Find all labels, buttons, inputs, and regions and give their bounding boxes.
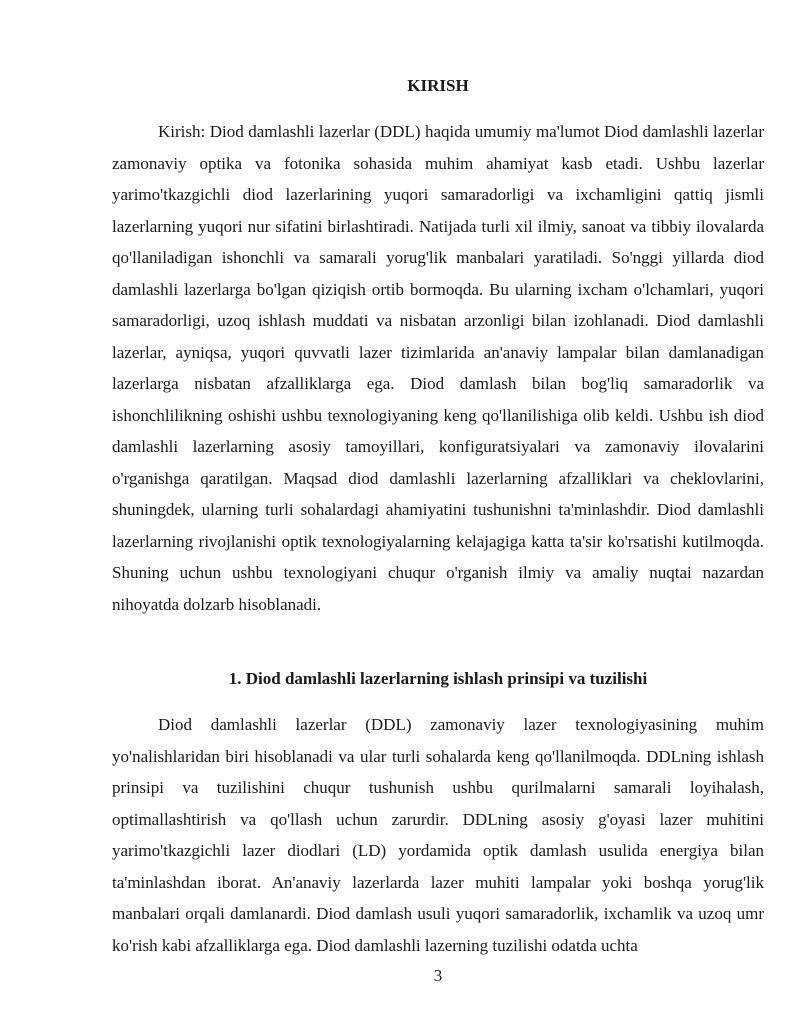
page-number: 3 <box>433 966 443 985</box>
section-paragraph: Diod damlashli lazerlar (DDL) zamonaviy lazer texnologiyasining muhim yo'nalishlaridan biri hisoblanadi va ular turli sohalarda keng qo'llanilmoqda. DDLning ishlash prinsipi va tuzilishini chuqur tushunish ushbu qurilmalarni samarali loyihalash, optimallashtirish va qo'llash uchun zarurdir. DDLning asosiy g'oyasi lazer muhitini yarimo'tkazgichli lazer diodlari (LD) yordamida optik damlash usulida energiya bilan ta'minlashdan iborat. An'anaviy lazerlarda lazer muhiti lampalar yoki boshqa yorug'lik manbalari orqali damlanardi. Diod damlash usuli yuqori samaradorlik, ixchamlik va uzoq umr ko'rish kabi afzalliklarga ega. Diod damlashli lazerning tuzilishi odatda uchta <box>112 715 764 955</box>
page-title: KIRISH <box>407 76 469 95</box>
intro-paragraph: Kirish: Diod damlashli lazerlar (DDL) haqida umumiy ma'lumot Diod damlashli lazerlar zamonaviy optika va fotonika sohasida muhim ahamiyat kasb etadi. Ushbu lazerlar yarimo'tkazgichli diod lazerlarining yuqori samaradorligi va ixchamligini qattiq jismli lazerlarning yuqori nur sifatini birlashtiradi. Natijada turli xil ilmiy, sanoat va tibbiy ilovalarda qo'llaniladigan ishonchli va samarali yorug'lik manbalari yaratiladi. So'nggi yillarda diod damlashli lazerlarga bo'lgan qiziqish ortib bormoqda. Bu ularning ixcham o'lchamlari, yuqori samaradorligi, uzoq ishlash muddati va nisbatan arzonligi bilan izohlanadi. Diod damlashli lazerlar, ayniqsa, yuqori quvvatli lazer tizimlarida an'anaviy lampalar bilan damlanadigan lazerlarga nisbatan afzalliklarga ega. Diod damlash bilan bog'liq samaradorlik va ishonchlilikning oshishi ushbu texnologiyaning keng qo'llanilishiga olib keldi. Ushbu ish diod damlashli lazerlarning asosiy tamoyillari, konfiguratsiyalari va zamonaviy ilovalarini o'rganishga qaratilgan. Maqsad diod damlashli lazerlarning afzalliklari va cheklovlarini, shuningdek, ularning turli sohalardagi ahamiyatini tushunishni ta'minlashdir. Diod damlashli lazerlarning rivojlanishi optik texnologiyalarning kelajagiga katta ta'sir ko'rsatishi kutilmoqda. Shuning uchun ushbu texnologiyani chuqur o'rganish ilmiy va amaliy nuqtai nazardan nihoyatda dolzarb hisoblanadi. <box>112 122 764 614</box>
section-heading: 1. Diod damlashli lazerlarning ishlash prinsipi va tuzilishi <box>228 669 648 688</box>
